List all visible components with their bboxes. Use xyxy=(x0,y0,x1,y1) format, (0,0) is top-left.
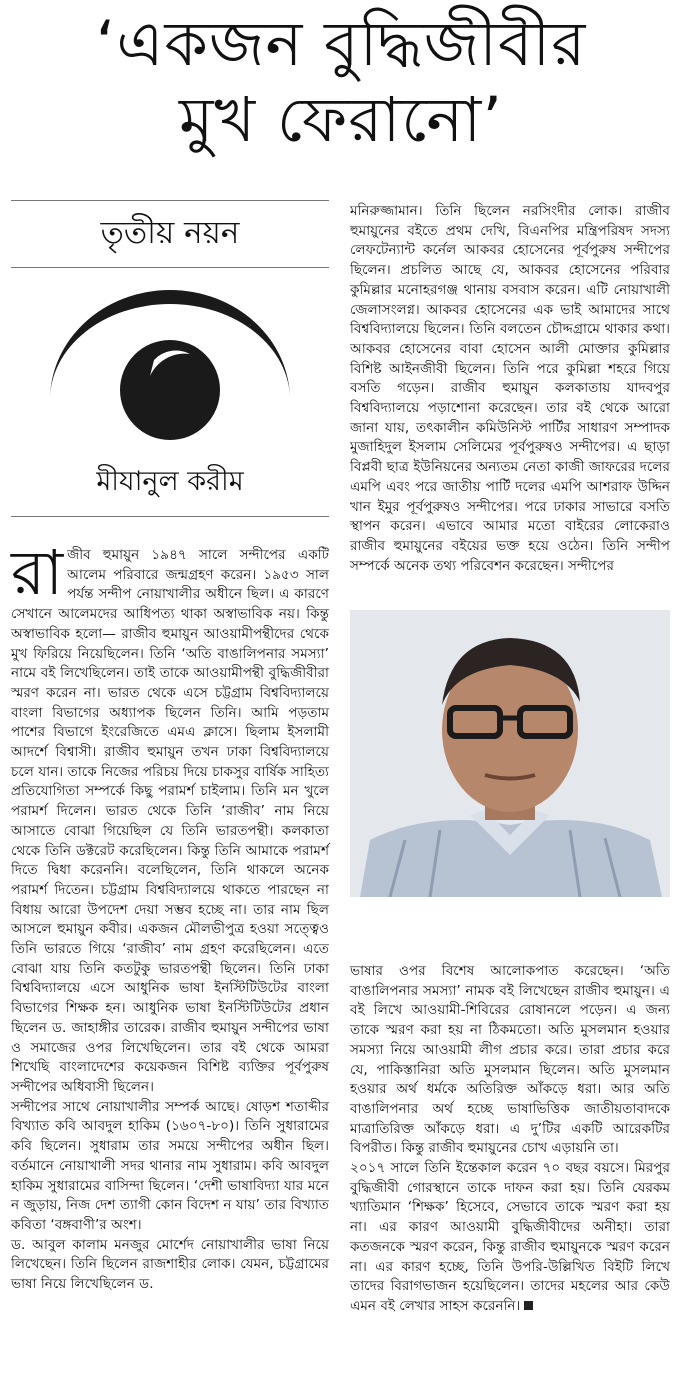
eye-crescent-logo xyxy=(40,280,300,455)
author-portrait-photo xyxy=(350,610,670,897)
paragraph-text: জীব হুমায়ুন ১৯৪৭ সালে সন্দীপের একটি আলেম পরিবারে জন্মগ্রহণ করেন। ১৯৫৩ সাল পর্যন্ত সন্দীপ নোয়াখালীর অধীনে ছিল। এ কারণে সেখানে আলেমদের আধিপত্য থাকা অস্বাভাবিক নয়। কিন্তু অস্বাভাবিক হলো— রাজীব হুমায়ুন আওয়ামীপন্থীদের থেকে মুখ ফিরিয়ে নিয়েছিলেন। তিনি ‘অতি বাঙালিপনার সমস্যা’ নামে বই লিখেছিলেন। তাই তাকে আওয়ামীপন্থী বুদ্ধিজীবীরা স্মরণ করেন না। ভারত থেকে এসে চট্টগ্রাম বিশ্ববিদ্যালয়ে বাংলা বিভাগের অধ্যাপক ছিলেন তিনি। আমি পড়তাম পাশের বিভাগে ইংরেজিতে এমএ ক্লাসে। ছিলাম ইসলামী আদর্শে বিশ্বাসী। রাজীব হুমায়ুন তখন ঢাকা বিশ্ববিদ্যালয়ে চলে যান। তাকে নিজের পরিচয় দিয়ে চাকসুর বার্ষিক সাহিত্য প্রতিযোগিতা সম্পর্কে কিছু পরামর্শ চাইলাম। তিনি মন খুলে পরামর্শ দিলেন। ভারত থেকে তিনি ‘রাজীব’ নাম নিয়ে আসাতে বোঝা গিয়েছিল যে তিনি ভারতপন্থী। কলকাতা থেকে তিনি ডক্টরেট করেছিলেন। কিন্তু তিনি আমাকে পরামর্শ দিতে দ্বিধা করেননি। বলেছিলেন, তিনি থাকলে অনেক পরামর্শ দিতেন। চট্টগ্রাম বিশ্ববিদ্যালয়ে থাকতে পারছেন না বিধায় আরো উপদেশ দেয়া সম্ভব হচ্ছে না। তার নাম ছিল আসলে হুমায়ুন কবীর। একজন মৌলভীপুত্র হওয়া সত্ত্বেও তিনি ভারতে গিয়ে ‘রাজীব’ নাম গ্রহণ করেছিলেন। এতে বোঝা যায় তিনি কতটুকু ভারতপন্থী ছিলেন। তিনি ঢাকা বিশ্ববিদ্যালয়ে এসে আধুনিক ভাষা ইনস্টিটিউটের বাংলা বিভাগের শিক্ষক হন। আধুনিক ভাষা ইনস্টিটিউটের প্রধান ছিলেন ড. জাহাঙ্গীর তারেক। রাজীব হুমায়ুন সন্দীপের ভাষা ও সমাজের ওপর লিখেছিলেন। তার বই থেকে আমরা শিখেছি বাংলাদেশের কয়েকজন বিশিষ্ট ব্যক্তির পূর্বপুরুষ সন্দীপের অধিবাসী ছিলেন। xyxy=(11,547,329,1095)
column-title: তৃতীয় নয়ন xyxy=(100,215,240,251)
drop-cap: রা xyxy=(11,536,64,609)
paragraph: ড. আবুল কালাম মনজুর মোর্শেদ নোয়াখালীর ভাষা নিয়ে লিখেছেন। তিনি ছিলেন রাজশাহীর লোক। যেমন, চট্টগ্রামের ভাষা নিয়ে লিখেছিলেন ড. xyxy=(11,1236,329,1293)
right-column-bottom-text xyxy=(350,962,670,1317)
headline-line-1: ‘একজন বুদ্ধিজীবীর xyxy=(95,7,587,80)
paragraph xyxy=(350,1159,670,1317)
paragraph: মনিরুজ্জামান। তিনি ছিলেন নরসিংদীর লোক। রাজীব হুমায়ুনের বইতে প্রথম দেখি, বিএনপির মন্ত্রিপরিষদ সদস্য লেফটেন্যান্ট কর্নেল আকবর হোসেনের পূর্বপুরুষ সন্দীপের ছিলেন। প্রচলিত আছে যে, আকবর হোসেনের পরিবার কুমিল্লার মনোহরগঞ্জ থানায় বসবাস করেন। এটি নোয়াখালী জেলাসংলগ্ন। আকবর হোসেনের এক ভাই আমাদের সাথে বিশ্ববিদ্যালয়ে ছিলেন। তিনি বলতেন চৌদ্দগ্রামে থাকার কথা। আকবর হোসেনের বাবা হোসেন আলী মোক্তার কুমিল্লার বিশিষ্ট আইনজীবী ছিলেন। তিনি পরে কুমিল্লা শহরে গিয়ে বসতি গড়েন। রাজীব হুমায়ুন কলকাতায় যাদবপুর বিশ্ববিদ্যালয়ে পড়াশোনা করেছেন। তার বই থেকে আরো জানা যায়, তৎকালীন কমিউনিস্ট পার্টির সাধারণ সম্পাদক মুজাহিদুল ইসলাম সেলিমের পূর্বপুরুষও সন্দীপের। এ ছাড়া বিপ্লবী ছাত্র ইউনিয়নের অন্যতম নেতা কাজী জাফরের দলের এমপি এবং পরে জাতীয় পার্টি দলের এমপি আশরাফ উদ্দিন খান ইমুর পূর্বপুরুষও সন্দীপের। পরে ঢাকার সাভারে বসতি স্থাপন করেন। এভাবে আমার মতো বাইরের লোকেরাও রাজীব হুমায়ুনের বইয়ের ভক্ত হয়ে ওঠেন। তিনি সন্দীপ সম্পর্কে অনেক তথ্য পরিবেশন করেছেন। সন্দীপের xyxy=(350,203,670,574)
headline-line-2: মুখ ফেরানো’ xyxy=(178,83,503,156)
title-rule xyxy=(11,267,329,268)
left-column-text xyxy=(11,536,329,1295)
paragraph xyxy=(11,536,329,1098)
column-branding xyxy=(11,200,329,517)
right-column-top-text xyxy=(350,202,670,576)
headline xyxy=(0,6,682,158)
paragraph-text: ২০১৭ সালে তিনি ইন্তেকাল করেন ৭০ বছর বয়সে। মিরপুর বুদ্ধিজীবী গোরস্থানে তাকে দাফন করা হয়। তিনি যেরকম খ্যাতিমান ‘শিক্ষক’ হিসেবে, সেভাবে তাকে স্মরণ করা হয় না। এর কারণ আওয়ামী বুদ্ধিজীবীদের অনীহা। তারা কতজনকে স্মরণ করেন, কিন্তু রাজীব হুমায়ুনকে স্মরণ করেন না। এর কারণ হচ্ছে, তিনি উপরি-উল্লিখিত বিইটি লিখে তাদের বিরাগভাজন হয়েছিলেন। তাদের মহলের আর কেউ এমন বই লেখার সাহস করেননি। xyxy=(350,1160,670,1314)
end-square-icon xyxy=(524,1301,533,1310)
paragraph: সন্দীপের সাথে নোয়াখালীর সম্পর্ক আছে। ষোড়শ শতাব্দীর বিখ্যাত কবি আবদুল হাকিম (১৬০৭-৮০)। তিনি সুধারামের কবি ছিলেন। সুধারাম তার সময়ে সন্দীপের অধীন ছিল। বর্তমানে নোয়াখালী সদর থানার নাম সুধারাম। কবি আবদুল হাকিম সুধারামের বাসিন্দা ছিলেন। ‘দেশী ভাষাবিদ্যা যার মনে ন জুড়ায়, নিজ দেশ ত্যাগী কোন বিদেশ ন যায়’ তার বিখ্যাত কবিতা ‘বঙ্গবাণী’র অংশ। xyxy=(11,1098,329,1233)
paragraph: ভাষার ওপর বিশেষ আলোকপাত করেছেন। ‘অতি বাঙালিপনার সমস্যা’ নামক বই লিখেছেন রাজীব হুমায়ুন। এ বই লিখে আওয়ামী-শিবিরের রোষানলে পড়েন। এ জন্য তাকে স্মরণ করা হয় না ঠিকমতো। অতি মুসলমান হওয়ার সমস্যা নিয়ে আওয়ামী লীগ প্রচার করে। তারা প্রচার করে যে, পাকিস্তানিরা অতি মুসলমান ছিলেন। অতি মুসলমান হওয়ার অর্থ ধর্মকে অতিরিক্ত আঁকড়ে ধরা। আর অতি বাঙালিপনার অর্থ হচ্ছে ভাষাভিত্তিক জাতীয়তাবাদকে মাত্রাতিরিক্ত আঁকড়ে ধরা। এ দু’টির একটি আরেকটির বিপরীত। কিন্তু রাজীব হুমায়ুনের চোখ এড়ায়নি তা। xyxy=(350,963,670,1157)
author-name: মীযানুল করীম xyxy=(96,466,244,497)
author-rule xyxy=(11,516,329,517)
